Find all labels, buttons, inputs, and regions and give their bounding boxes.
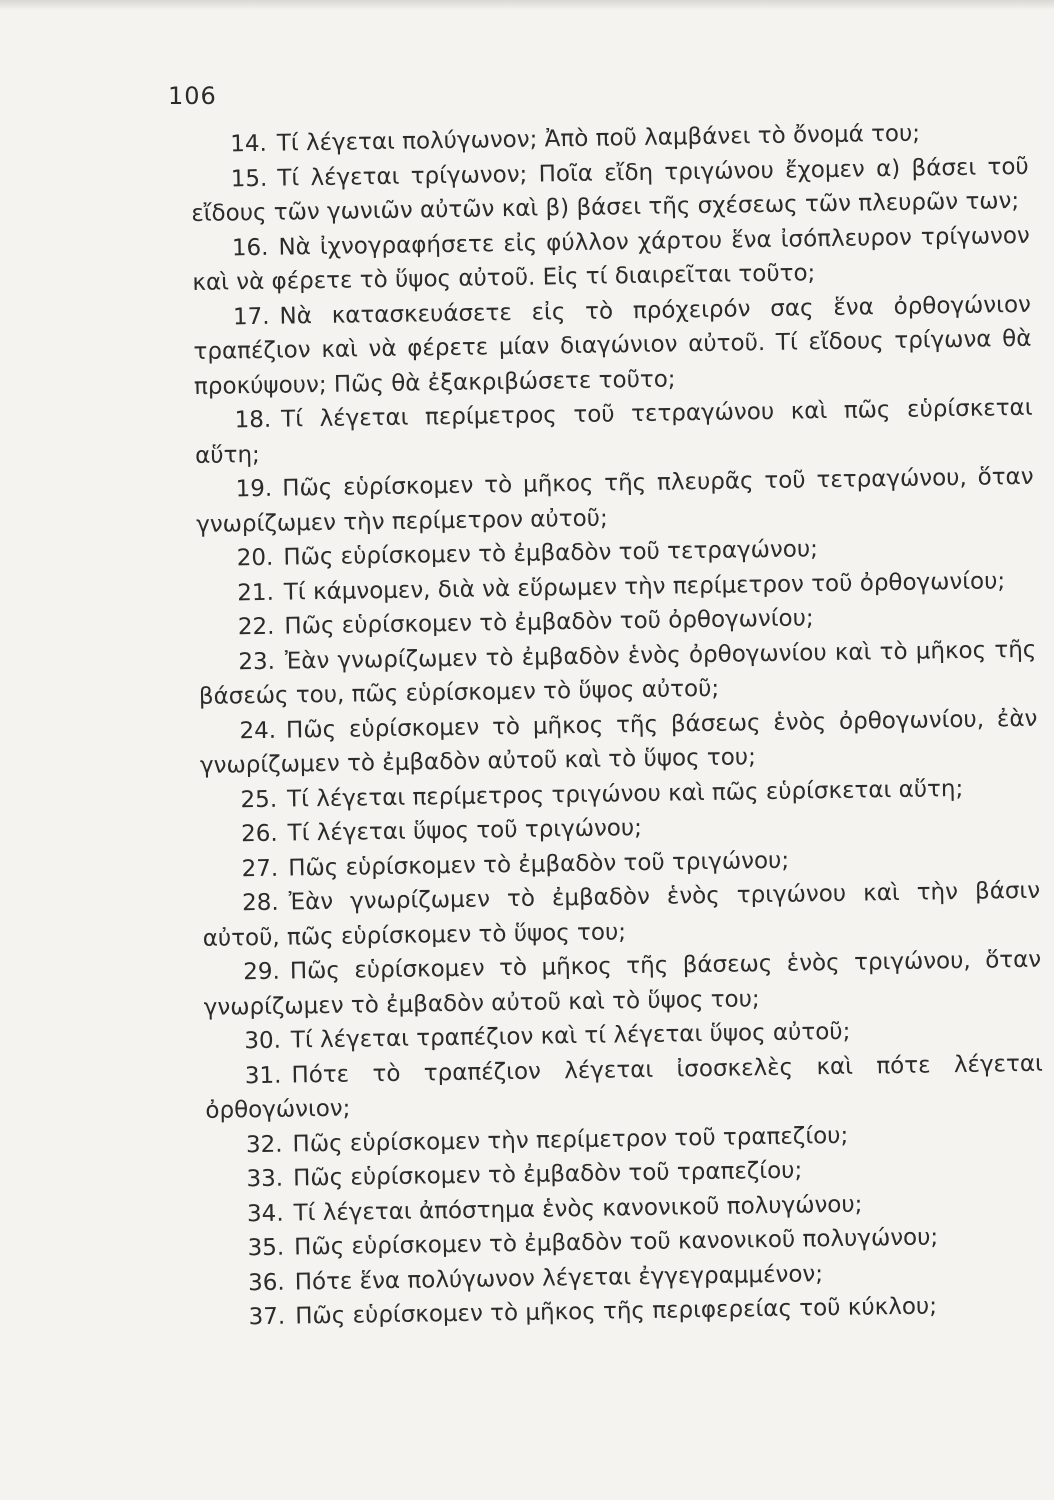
question-number: 14. [230,130,268,158]
question-text: Τί λέγεται περίμετρος τοῦ τετραγώνου καὶ πῶς εὑρίσκεται αὕτη; [194,394,1033,469]
question-text: Τί λέγεται τρίγωνον; Ποῖα εἴδη τριγώνου ἔχομεν α) βάσει τοῦ εἴδους τῶν γωνιῶν αὐτῶν καὶ β) βάσει τῆς σχέσεως τῶν πλευρῶν των; [191,153,1029,227]
question-text: Πότε ἕνα πολύγωνον λέγεται ἐγγεγραμμένον; [294,1260,824,1295]
question-number: 28. [241,889,279,917]
page-top-edge [0,0,1054,10]
question-text: Πῶς εὑρίσκομεν τὸ ἐμβαδὸν τοῦ κανονικοῦ πολυγώνου; [293,1224,939,1261]
question-text: Πῶς εὑρίσκομεν τὸ ἐμβαδὸν τοῦ τετραγώνου; [283,536,819,571]
question-23 [198,632,1037,714]
question-number: 25. [240,786,278,813]
question-text: Πῶς εὑρίσκομεν τὸ ἐμβαδὸν τοῦ τραπεζίου; [292,1157,803,1192]
question-text: Ἐὰν γνωρίζωμεν τὸ ἐμβαδὸν ἑνὸς τριγώνου καὶ τὴν βάσιν αὐτοῦ, πῶς εὑρίσκομεν τὸ ὕψος του; [202,877,1041,952]
question-number: 29. [243,958,281,986]
question-number: 23. [238,648,276,675]
question-text: Τί λέγεται τραπέζιον καὶ τί λέγεται ὕψος αὐτοῦ; [290,1018,851,1054]
questions-list [190,115,1047,1336]
question-18 [194,391,1033,473]
question-number: 32. [245,1131,283,1158]
question-text: Πῶς εὑρίσκομεν τὸ ἐμβαδὸν τοῦ ὀρθογωνίου; [284,605,814,640]
question-number: 19. [235,475,273,503]
question-number: 21. [237,579,275,606]
question-text: Τί λέγεται ἀπόστημα ἑνὸς κανονικοῦ πολυγώνου; [293,1191,863,1227]
question-number: 34. [246,1200,284,1227]
question-19 [195,460,1034,542]
question-24 [199,701,1038,783]
question-number: 24. [239,717,277,744]
question-text: Νὰ ἰχνογραφήσετε εἰς φύλλον χάρτου ἕνα ἰσόπλευρον τρίγωνον καὶ νὰ φέρετε τὸ ὕψος αὐτοῦ. Εἰς τί διαιρεῖται τοῦτο; [192,222,1030,296]
question-number: 30. [244,1027,282,1055]
page-number: 106 [168,82,217,110]
question-number: 17. [232,303,270,330]
question-15 [191,149,1030,231]
question-number: 15. [230,165,268,192]
question-number: 36. [247,1269,285,1296]
question-text: Πῶς εὑρίσκομεν τὸ ἐμβαδὸν τοῦ τριγώνου; [288,847,790,882]
question-number: 27. [241,855,279,882]
question-text: Τί κάμνομεν, διὰ νὰ εὕρωμεν τὴν περίμετρον τοῦ ὀρθογωνίου; [283,567,1006,606]
question-number: 18. [234,406,272,434]
question-text: Πῶς εὑρίσκομεν τὸ μῆκος τῆς πλευρᾶς τοῦ τετραγώνου, ὅταν γνωρίζωμεν τὴν περίμετρον αὐτοῦ; [196,463,1034,538]
question-number: 35. [247,1234,285,1262]
question-number: 22. [237,613,275,641]
question-29 [203,943,1042,1025]
question-text: Πῶς εὑρίσκομεν τὴν περίμετρον τοῦ τραπεζίου; [292,1122,849,1158]
question-number: 33. [246,1165,284,1193]
question-text: Νὰ κατασκευάσετε εἰς τὸ πρόχειρόν σας ἕνα ὀρθογώνιον τραπέζιον καὶ νὰ φέρετε μίαν διαγώνιον αὐτοῦ. Τί εἴδους τρίγωνα θὰ προκύψουν; Πῶς θὰ ἐξακριβώσετε τοῦτο; [193,291,1032,400]
question-text: Πῶς εὑρίσκομεν τὸ μῆκος τῆς βάσεως ἑνὸς τριγώνου, ὅταν γνωρίζωμεν τὸ ἐμβαδὸν αὐτοῦ καὶ τὸ ὕψος του; [203,946,1042,1021]
question-text: Τί λέγεται περίμετρος τριγώνου καὶ πῶς εὑρίσκεται αὕτη; [286,775,964,813]
question-number: 31. [244,1062,282,1089]
question-text: Πότε τὸ τραπέζιον λέγεται ἰσοσκελὲς καὶ πότε λέγεται ὀρθογώνιον; [205,1050,1043,1124]
question-number: 20. [236,544,274,572]
question-28 [202,874,1041,956]
question-16 [192,218,1031,300]
question-text: Πῶς εὑρίσκομεν τὸ μῆκος τῆς βάσεως ἑνὸς ὀρθογωνίου, ἐὰν γνωρίζωμεν τὸ ἐμβαδὸν αὐτοῦ καὶ τὸ ὕψος του; [199,705,1038,779]
question-text: Τί λέγεται ὕψος τοῦ τριγώνου; [287,814,643,847]
question-text: Πῶς εὑρίσκομεν τὸ μῆκος τῆς περιφερείας τοῦ κύκλου; [295,1293,938,1330]
question-31 [205,1046,1044,1128]
question-text: Ἐὰν γνωρίζωμεν τὸ ἐμβαδὸν ἑνὸς ὀρθογωνίου καὶ τὸ μῆκος τῆς βάσεώς του, πῶς εὑρίσκομεν τὸ ὕψος αὐτοῦ; [198,636,1037,710]
question-17 [193,287,1033,404]
question-number: 16. [231,234,269,261]
question-number: 26. [240,820,278,848]
question-text: Τί λέγεται πολύγωνον; Ἀπὸ ποῦ λαμβάνει τὸ ὄνομά του; [276,120,921,157]
question-number: 37. [248,1303,286,1331]
